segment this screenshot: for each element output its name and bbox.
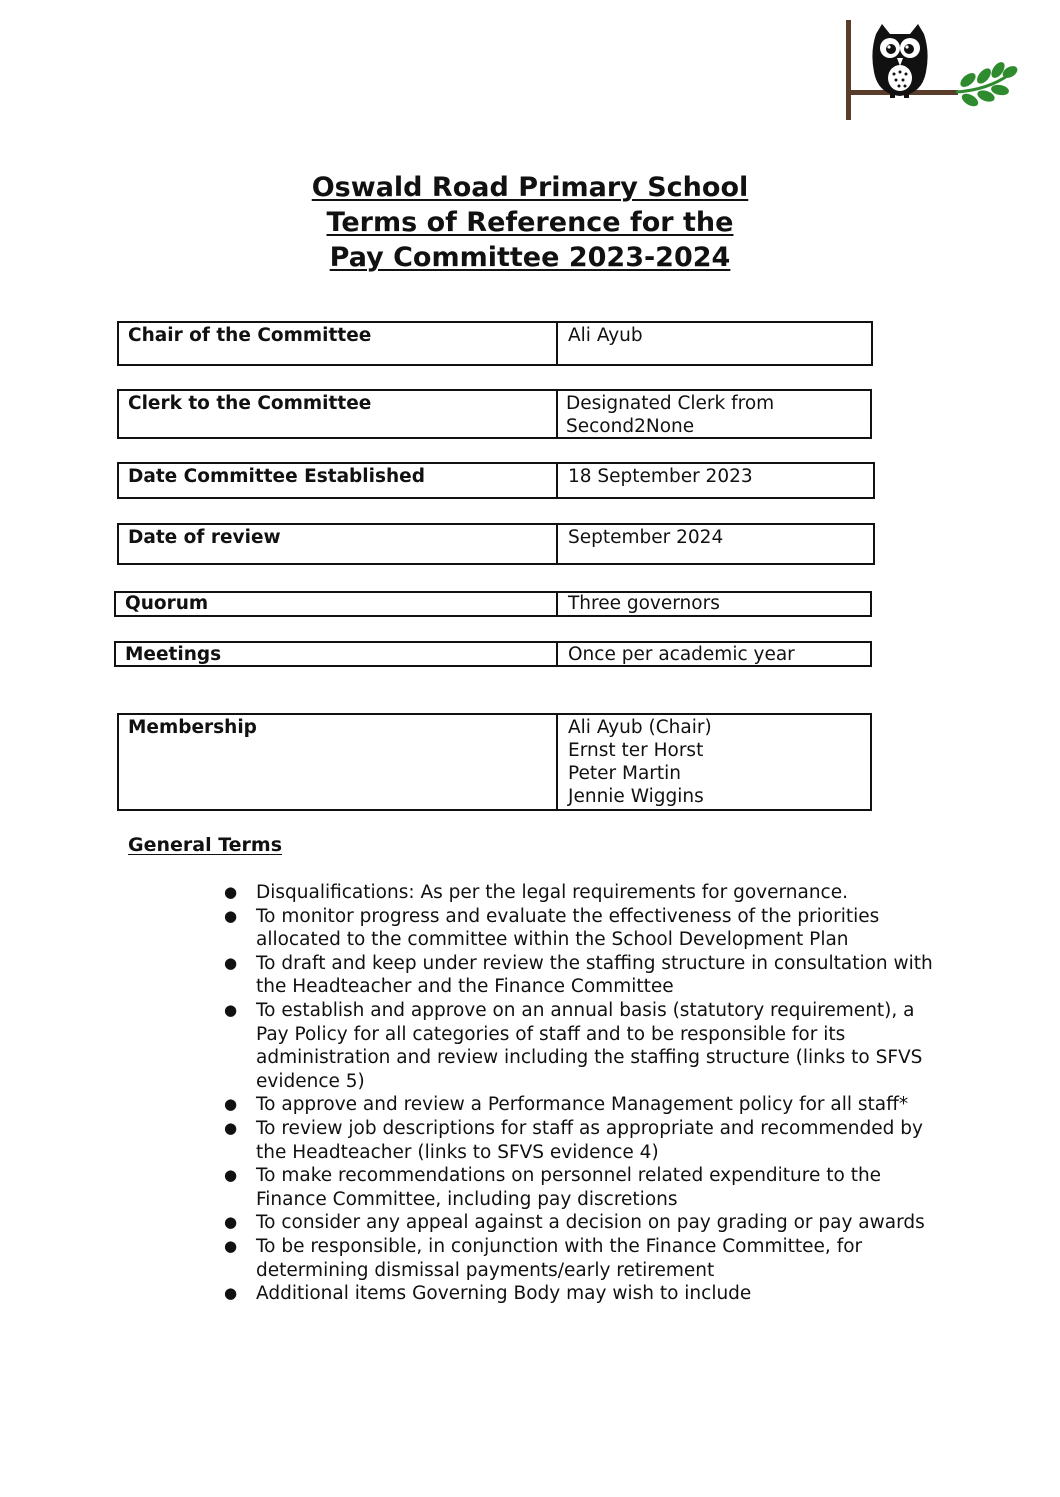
bullet-icon: ● — [224, 906, 238, 925]
list-item — [218, 881, 938, 905]
bullet-icon: ● — [224, 953, 238, 972]
list-item-text: To establish and approve on an annual basis (statutory requirement), a Pay Policy for all categories of staff and to be responsible for its administration and review including the staffing structure (links to SFVS evidence 5) — [256, 999, 923, 1092]
bullet-icon: ● — [224, 1213, 238, 1232]
established-value — [558, 464, 763, 497]
meetings-value-line: Once per academic year — [568, 644, 795, 665]
list-item — [218, 1211, 938, 1235]
list-item — [218, 1093, 938, 1117]
quorum-label: Quorum — [116, 593, 558, 615]
list-item-text: To monitor progress and evaluate the effectiveness of the priorities allocated to the committee within the School Development Plan — [256, 905, 880, 951]
meetings-value — [558, 643, 805, 665]
list-item-text: Additional items Governing Body may wish to include — [256, 1283, 752, 1305]
list-item-text: To draft and keep under review the staffing structure in consultation with the Headteacher and the Finance Committee — [256, 952, 933, 998]
established-value-line: 18 September 2023 — [568, 466, 753, 487]
chair-row — [117, 321, 873, 366]
list-item — [218, 1117, 938, 1164]
quorum-row — [114, 591, 872, 617]
review-label: Date of review — [119, 525, 558, 563]
bullet-icon: ● — [224, 1284, 238, 1303]
bullet-icon: ● — [224, 1000, 238, 1019]
document-title — [0, 170, 1060, 275]
clerk-label: Clerk to the Committee — [119, 391, 558, 437]
bullet-icon: ● — [224, 1166, 238, 1185]
review-value — [558, 525, 733, 563]
review-value-line: September 2024 — [568, 527, 724, 548]
general-terms-heading: General Terms — [128, 834, 283, 856]
owl-icon — [872, 24, 927, 98]
meetings-row — [114, 641, 872, 667]
membership-value — [558, 715, 722, 809]
list-item — [218, 999, 938, 1093]
list-item-text: To approve and review a Performance Management policy for all staff* — [256, 1094, 909, 1116]
title-line-2: Terms of Reference for the — [326, 207, 734, 238]
chair-value-line: Ali Ayub — [568, 325, 643, 346]
clerk-value-line: Second2None — [566, 416, 695, 437]
bullet-icon: ● — [224, 1118, 238, 1137]
membership-label: Membership — [119, 715, 558, 809]
title-line-1: Oswald Road Primary School — [311, 172, 749, 203]
chair-value — [558, 323, 653, 364]
list-item — [218, 1282, 938, 1306]
clerk-value-line: Designated Clerk from — [566, 393, 775, 414]
member-name: Ernst ter Horst — [568, 740, 704, 761]
member-name: Ali Ayub (Chair) — [568, 717, 712, 738]
established-row — [117, 462, 875, 499]
bullet-icon: ● — [224, 1095, 238, 1114]
list-item-text: To consider any appeal against a decision on pay grading or pay awards — [256, 1212, 925, 1234]
list-item — [218, 952, 938, 999]
list-item-text: To be responsible, in conjunction with the Finance Committee, for determining dismissal payments/early retirement — [256, 1235, 863, 1281]
meetings-label: Meetings — [116, 643, 558, 665]
list-item — [218, 1235, 938, 1282]
general-terms-list — [218, 881, 938, 1306]
chair-label: Chair of the Committee — [119, 323, 558, 364]
list-item — [218, 905, 938, 952]
clerk-value — [558, 391, 784, 437]
list-item-text: Disqualifications: As per the legal requirements for governance. — [256, 882, 848, 903]
owl-on-branch-logo — [838, 12, 1018, 124]
quorum-value — [558, 593, 730, 615]
list-item-text: To review job descriptions for staff as appropriate and recommended by the Headteacher (links to SFVS evidence 4) — [256, 1117, 923, 1163]
member-name: Peter Martin — [568, 763, 682, 784]
list-item — [218, 1164, 938, 1211]
review-row — [117, 523, 875, 565]
member-name: Jennie Wiggins — [568, 786, 704, 807]
bullet-icon: ● — [224, 883, 238, 901]
quorum-value-line: Three governors — [568, 593, 720, 614]
clerk-row — [117, 389, 872, 439]
bullet-icon: ● — [224, 1236, 238, 1255]
list-item-text: To make recommendations on personnel related expenditure to the Finance Committee, including pay discretions — [256, 1165, 882, 1210]
membership-row — [117, 713, 872, 811]
established-label: Date Committee Established — [119, 464, 558, 497]
leaves-icon — [956, 60, 1018, 109]
title-line-3: Pay Committee 2023-2024 — [329, 242, 731, 273]
